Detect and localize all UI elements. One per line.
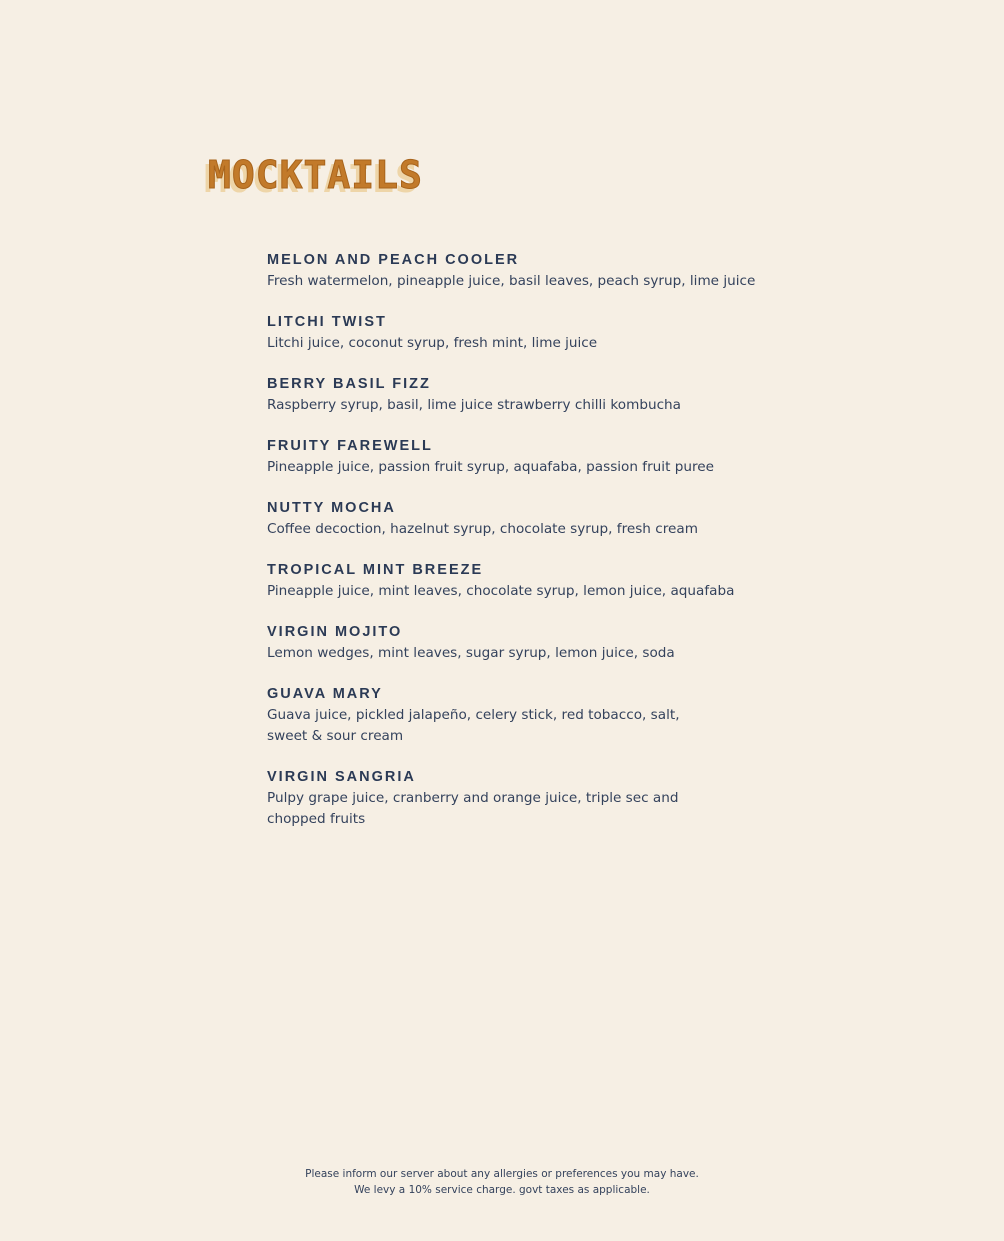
footer-note [0,1166,1004,1198]
allergy-notice: Please inform our server about any allergies or preferences you may have. [305,1168,699,1180]
item-description: Coffee decoction, hazelnut syrup, chocolate syrup, fresh cream [267,521,698,537]
item-description: Lemon wedges, mint leaves, sugar syrup, lemon juice, soda [267,645,675,661]
item-description: Pulpy grape juice, cranberry and orange juice, triple sec and chopped fruits [267,790,679,827]
menu-item [267,436,757,478]
item-name: NUTTY MOCHA [267,500,396,516]
menu-item [267,684,757,747]
item-name: BERRY BASIL FIZZ [267,376,431,392]
item-description: Pineapple juice, passion fruit syrup, aquafaba, passion fruit puree [267,459,714,475]
item-name: MELON AND PEACH COOLER [267,252,520,268]
item-description: Guava juice, pickled jalapeño, celery stick, red tobacco, salt, sweet & sour cream [267,707,680,744]
menu-item [267,498,757,540]
menu-item [267,312,757,354]
mocktails-menu [267,250,757,850]
menu-item [267,767,757,830]
item-description: Pineapple juice, mint leaves, chocolate syrup, lemon juice, aquafaba [267,583,735,599]
item-name: GUAVA MARY [267,686,383,702]
menu-item [267,250,757,292]
item-description: Fresh watermelon, pineapple juice, basil leaves, peach syrup, lime juice [267,273,756,289]
item-name: FRUITY FAREWELL [267,438,433,454]
menu-item [267,560,757,602]
item-name: TROPICAL MINT BREEZE [267,562,484,578]
item-name: LITCHI TWIST [267,314,387,330]
menu-item [267,622,757,664]
menu-item [267,374,757,416]
item-name: VIRGIN MOJITO [267,624,403,640]
page-title: MOCKTAILS [208,153,423,197]
item-description: Raspberry syrup, basil, lime juice strawberry chilli kombucha [267,397,682,413]
item-description: Litchi juice, coconut syrup, fresh mint, lime juice [267,335,598,351]
item-name: VIRGIN SANGRIA [267,769,416,785]
service-charge-notice: We levy a 10% service charge. govt taxes as applicable. [354,1184,650,1196]
